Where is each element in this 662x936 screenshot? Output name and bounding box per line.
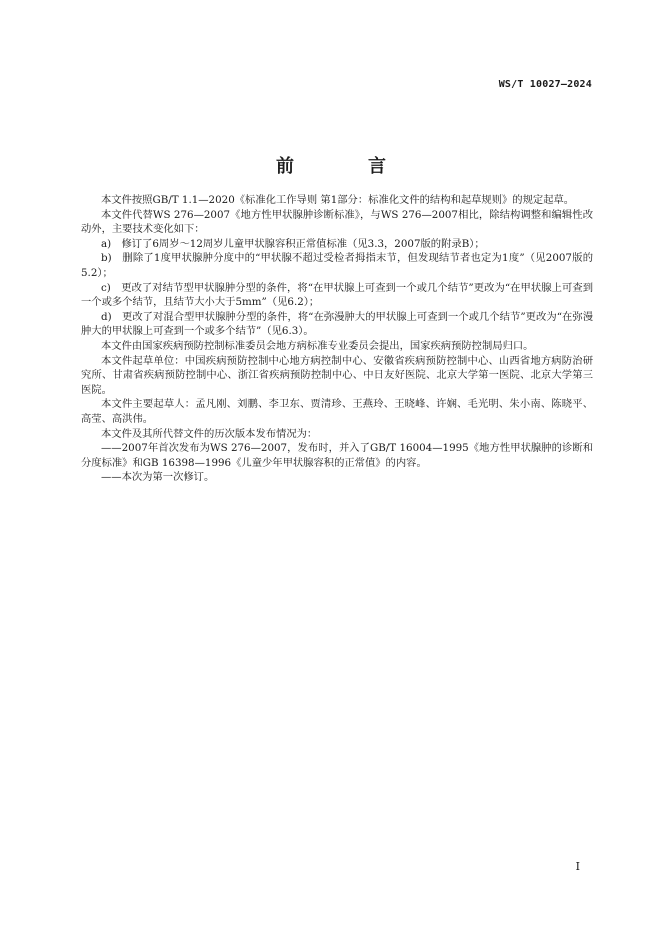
paragraph-history-current: ——本次为第一次修订。 <box>101 471 215 484</box>
list-item-change-b: b) 删除了1度甲状腺肿分度中的“甲状腺不超过受检者拇指末节，但发现结节者也定为1度”（见2007版的5.2）； <box>81 252 593 279</box>
document-code: WS/T 10027—2024 <box>498 79 592 90</box>
document-body <box>81 193 593 485</box>
list-item-change-d: d) 更改了对混合型甲状腺肿分型的条件，将“在弥漫肿大的甲状腺上可查到一个或几个结节”更改为“在弥漫肿大的甲状腺上可查到一个或多个结节”（见6.3）。 <box>81 310 593 338</box>
paragraph-drafters: 本文件主要起草人：孟凡刚、刘鹏、李卫东、贾清珍、王燕玲、王晓峰、许娴、毛光明、朱小南、陈晓平、高莹、高洪伟。 <box>81 398 593 425</box>
paragraph-history-2007: ——2007年首次发布为WS 276—2007，发布时，并入了GB/T 16004—1995《地方性甲状腺肿的诊断和分度标准》和GB 16398—1996《儿童少年甲状腺容积的正常值》的内容。 <box>81 442 593 469</box>
paragraph-history-intro: 本文件及其所代替文件的历次版本发布情况为： <box>101 427 318 440</box>
list-item-change-c: c) 更改了对结节型甲状腺肿分型的条件，将“在甲状腺上可查到一个或几个结节”更改为“在甲状腺上可查到一个或多个结节，且结节大小大于5mm”（见6.2）； <box>81 281 593 309</box>
section-title: 前 言 <box>276 156 414 177</box>
paragraph-proposer: 本文件由国家疾病预防控制标准委员会地方病标准专业委员会提出，国家疾病预防控制局归口。 <box>101 339 534 352</box>
paragraph-drafting-units: 本文件起草单位：中国疾病预防控制中心地方病控制中心、安徽省疾病预防控制中心、山西省地方病防治研究所、甘肃省疾病预防控制中心、浙江省疾病预防控制中心、中日友好医院、北京大学第一医院、北京大学第三医院。 <box>81 354 593 396</box>
paragraph-replacement: 本文件代替WS 276—2007《地方性甲状腺肿诊断标准》，与WS 276—2007相比，除结构调整和编辑性改动外，主要技术变化如下： <box>81 208 593 236</box>
page-number: I <box>575 860 580 873</box>
list-item-change-a: a) 修订了6周岁～12周岁儿童甲状腺容积正常值标准（见3.3，2007版的附录B）； <box>101 237 485 250</box>
paragraph-drafting-rules: 本文件按照GB/T 1.1—2020《标准化工作导则 第1部分：标准化文件的结构和起草规则》的规定起草。 <box>101 194 575 206</box>
